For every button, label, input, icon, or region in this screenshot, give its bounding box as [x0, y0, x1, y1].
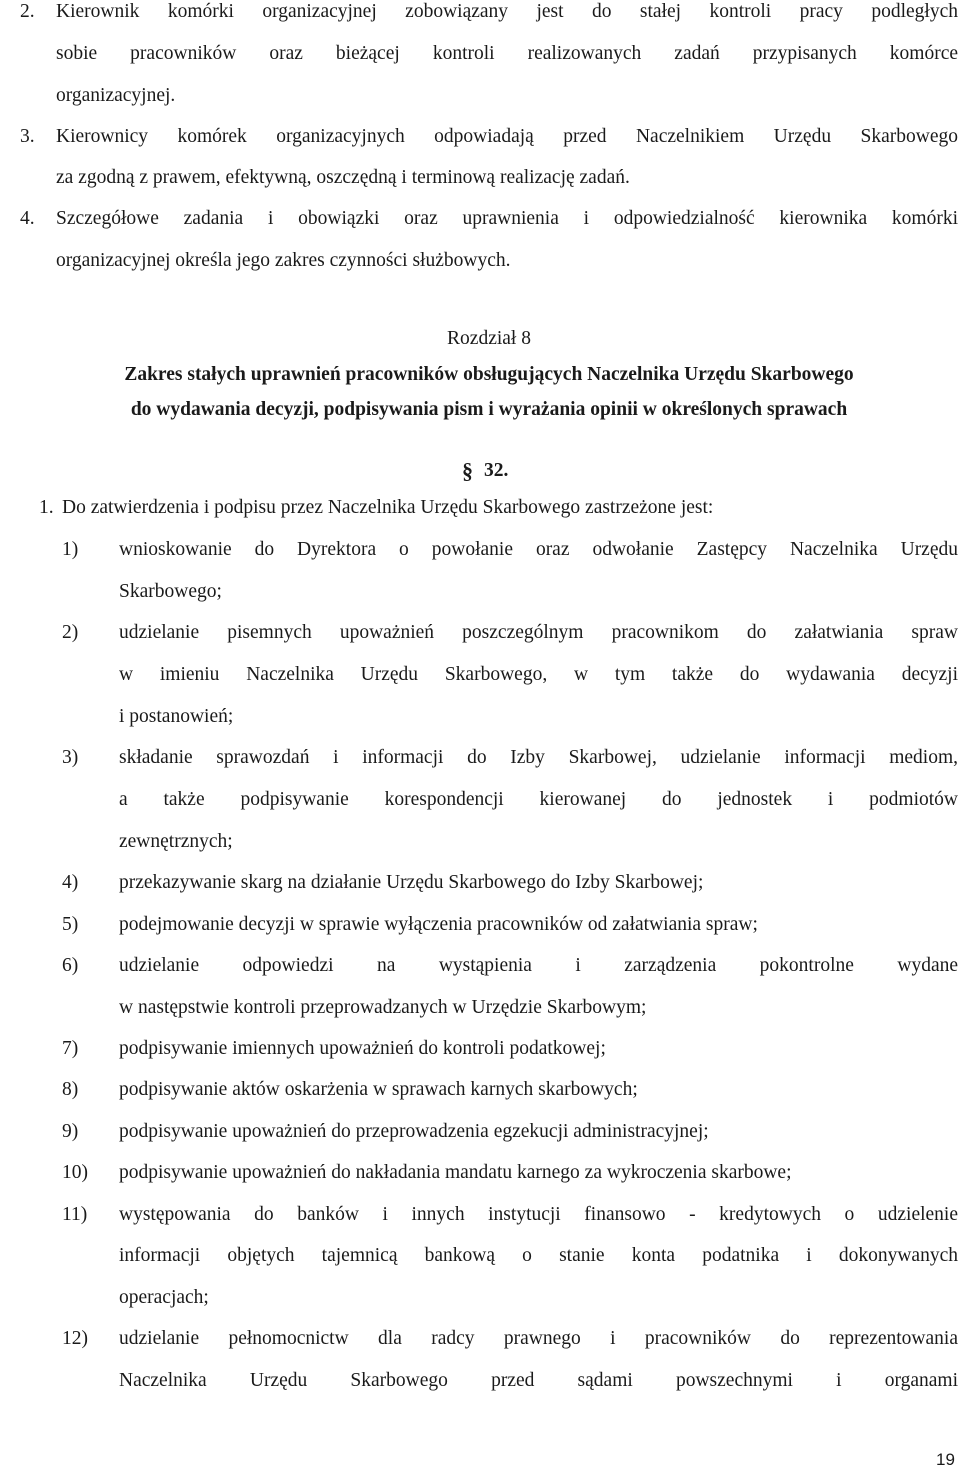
item-line: podejmowanie decyzji w sprawie wyłączenia pracowników od załatwiania spraw; — [119, 914, 758, 935]
page-number: 19 — [936, 1450, 955, 1469]
item-line: a także podpisywanie korespondencji kierowanej do jednostek i podmiotów — [119, 789, 958, 810]
list-item-line: Kierownik komórki organizacyjnej zobowiązany jest do stałej kontroli pracy podległych — [56, 1, 958, 22]
item-line: w następstwie kontroli przeprowadzanych w Urzędzie Skarbowym; — [119, 997, 647, 1018]
list-item-line: Szczegółowe zadania i obowiązki oraz uprawnienia i odpowiedzialność kierownika komórki — [56, 208, 958, 229]
item-number: 7) — [62, 1038, 79, 1059]
item-line: informacji objętych tajemnicą bankową o stanie konta podatnika i dokonywanych — [119, 1245, 958, 1266]
item-line: zewnętrznych; — [119, 831, 233, 852]
item-line: podpisywanie imiennych upoważnień do kontroli podatkowej; — [119, 1038, 606, 1059]
paragraph-number: 1. — [39, 497, 54, 518]
item-line: występowania do banków i innych instytucji finansowo - kredytowych o udzielenie — [119, 1204, 958, 1225]
list-item-line: za zgodną z prawem, efektywną, oszczędną i terminową realizację zadań. — [56, 167, 630, 188]
item-line: udzielanie odpowiedzi na wystąpienia i zarządzenia pokontrolne wydane — [119, 955, 958, 976]
item-number: 9) — [62, 1121, 79, 1142]
item-number: 11) — [62, 1204, 88, 1225]
paragraph-text: Do zatwierdzenia i podpisu przez Naczelnika Urzędu Skarbowego zastrzeżone jest: — [62, 497, 714, 518]
item-number: 12) — [62, 1328, 88, 1349]
list-item-line: organizacyjnej określa jego zakres czynności służbowych. — [56, 250, 511, 271]
chapter-title: Zakres stałych uprawnień pracowników obsługujących Naczelnika Urzędu Skarbowego — [124, 364, 854, 385]
item-line: składanie sprawozdań i informacji do Izby Skarbowej, udzielanie informacji mediom, — [119, 747, 958, 768]
item-line: Naczelnika Urzędu Skarbowego przed sądami powszechnymi i organami — [119, 1370, 958, 1391]
chapter-label: Rozdział 8 — [447, 328, 531, 349]
item-line: podpisywanie upoważnień do nakładania mandatu karnego za wykroczenia skarbowe; — [119, 1162, 792, 1183]
list-item-line: Kierownicy komórek organizacyjnych odpowiadają przed Naczelnikiem Urzędu Skarbowego — [56, 126, 958, 147]
item-line: w imieniu Naczelnika Urzędu Skarbowego, w tym także do wydawania decyzji — [119, 664, 958, 685]
item-line: udzielanie pisemnych upoważnień poszczególnym pracownikom do załatwiania spraw — [119, 622, 958, 643]
item-line: podpisywanie upoważnień do przeprowadzenia egzekucji administracyjnej; — [119, 1121, 709, 1142]
item-number: 3) — [62, 747, 79, 768]
list-number: 4. — [20, 208, 35, 229]
section-symbol: § — [462, 458, 473, 483]
item-line: podpisywanie aktów oskarżenia w sprawach karnych skarbowych; — [119, 1079, 638, 1100]
item-number: 5) — [62, 914, 79, 935]
list-number: 2. — [20, 1, 35, 22]
item-number: 2) — [62, 622, 79, 643]
item-line: przekazywanie skarg na działanie Urzędu Skarbowego do Izby Skarbowej; — [119, 872, 704, 893]
item-number: 8) — [62, 1079, 79, 1100]
item-number: 10) — [62, 1162, 88, 1183]
chapter-title: do wydawania decyzji, podpisywania pism i wyrażania opinii w określonych sprawach — [130, 399, 848, 420]
item-line: udzielanie pełnomocnictw dla radcy prawnego i pracowników do reprezentowania — [119, 1328, 958, 1349]
item-number: 6) — [62, 955, 79, 976]
item-line: operacjach; — [119, 1287, 209, 1308]
item-line: wnioskowanie do Dyrektora o powołanie oraz odwołanie Zastępcy Naczelnika Urzędu — [119, 539, 958, 560]
list-item-line: sobie pracowników oraz bieżącej kontroli realizowanych zadań przypisanych komórce — [56, 43, 958, 64]
item-line: i postanowień; — [119, 706, 234, 727]
section-number: 32. — [484, 460, 509, 481]
item-line: Skarbowego; — [119, 581, 222, 602]
list-item-line: organizacyjnej. — [56, 85, 176, 106]
item-number: 4) — [62, 872, 79, 893]
list-number: 3. — [20, 126, 35, 147]
item-number: 1) — [62, 539, 79, 560]
